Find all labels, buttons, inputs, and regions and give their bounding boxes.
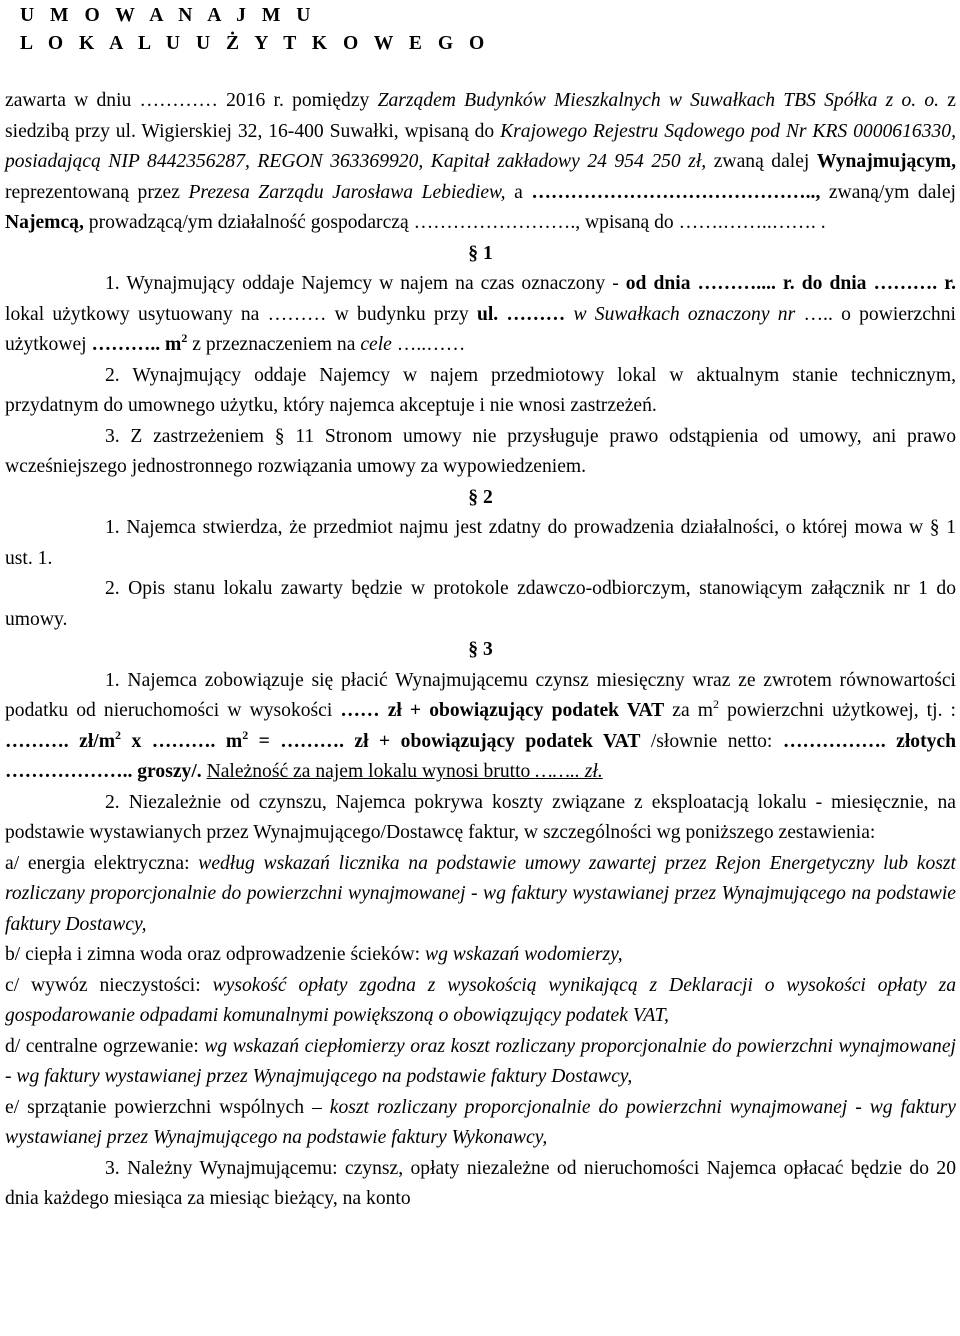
- intro-text: wpisaną do: [585, 212, 679, 233]
- text: z przeznaczeniem na: [187, 334, 361, 355]
- intro-text: zawarta w dniu: [5, 90, 140, 111]
- section-3-paragraph-1: [5, 666, 956, 788]
- superscript: 2: [181, 331, 188, 345]
- section-2-paragraph-1: 1. Najemca stwierdza, że przedmiot najmu jest zdatny do prowadzenia działalności, o której mowa w § 1 ust. 1.: [5, 517, 956, 569]
- superscript: 2: [242, 727, 249, 742]
- section-1-paragraph-2: 2. Wynajmujący oddaje Najemcy w najem przedmiotowy lokal w aktualnym stanie technicznym, przydatnym do umownego użytku, który najemca akceptuje i nie wnosi zastrzeżeń.: [5, 364, 956, 416]
- text: /słownie netto:: [640, 730, 783, 752]
- rent-in-words: ……………. złotych ……………….. groszy/.: [5, 730, 956, 782]
- cost-text: według wskazań licznika na podstawie umowy zawartej przez Rejon Energetyczny lub koszt rozliczany proporcjonalnie do powierzchni wynajmowanej - wg faktury wystawianej przez Wynajmującego na podstawie faktury Dostawcy,: [5, 852, 956, 935]
- text: ….. o powierzchni użytkowej: [5, 303, 956, 355]
- text: za m: [664, 700, 714, 721]
- landlord-label: Wynajmującym,: [816, 151, 957, 172]
- cost-item-d: [5, 1032, 956, 1093]
- intro-text: a: [505, 181, 532, 203]
- rate-per-m2: ………. zł/m: [5, 730, 116, 752]
- area-blank: ……….. m: [91, 334, 182, 355]
- cost-item-a: [5, 849, 956, 941]
- intro-text: z siedzibą przy ul. Wigierskiej 32, 16-400 Suwałki, wpisaną do: [5, 90, 956, 142]
- floor-blank: ………: [267, 303, 327, 325]
- intro-paragraph: [5, 86, 956, 239]
- superscript: 2: [115, 727, 122, 742]
- section-3-paragraph-2: 2. Niezależnie od czynszu, Najemca pokrywa koszty związane z eksploatacją lokalu - miesięcznie, na podstawie wystawianych przez Wynajmującego/Dostawcę faktur, w szczególności wg poniższego zestawienia:: [5, 791, 956, 843]
- section-3-paragraph-3: 3. Należny Wynajmującemu: czynsz, opłaty niezależne od nieruchomości Najemca opłacać będzie do 20 dnia każdego miesiąca za miesiąc bieżący, na konto: [5, 1157, 956, 1209]
- text: lokal użytkowy usytuowany na: [5, 303, 268, 325]
- intro-text: zwaną/ym dalej: [820, 181, 956, 203]
- intro-text: zwaną dalej: [706, 151, 817, 172]
- section-2-heading: § 2: [468, 486, 493, 508]
- tenant-label: Najemcą,: [5, 212, 84, 233]
- cost-item-b: [5, 940, 956, 971]
- cost-text: wysokość opłaty zgodna z wysokością wynikającą z Deklaracji o wysokości opłaty za gospodarowanie odpadami komunalnymi powiększoną o obowiązujący podatek VAT,: [5, 974, 956, 1026]
- lease-period: od dnia ……….... r. do dnia ………. r.: [625, 273, 956, 294]
- section-3-heading: § 3: [468, 639, 493, 660]
- cost-label: a/ energia elektryczna:: [5, 852, 199, 874]
- registry-blank: …….……..……. .: [678, 212, 826, 233]
- cost-label: e/ sprzątanie powierzchni wspólnych –: [5, 1096, 330, 1118]
- rent-rate: …… zł + obowiązujący podatek VAT: [340, 700, 665, 721]
- cost-text: wg wskazań ciepłomierzy oraz koszt rozliczany proporcjonalnie do powierzchni wynajmowanej - wg faktury wystawianej przez Wynajmującego na podstawie faktury Dostawcy,: [5, 1035, 956, 1087]
- cost-label: b/ ciepła i zimna woda oraz odprowadzenie ścieków:: [5, 944, 426, 965]
- representative: Prezesa Zarządu Jarosława Lebiediew,: [188, 181, 506, 203]
- rent-total: = ………. zł + obowiązujący podatek VAT: [248, 730, 641, 752]
- section-1-paragraph-1: [5, 269, 956, 361]
- landlord-name: Zarządem Budynków Mieszkalnych w Suwałkach TBS Spółka z o. o.: [377, 90, 940, 111]
- text: 1. Wynajmujący oddaje Najemcy w najem na czas oznaczony -: [105, 273, 626, 294]
- tenant-blank: ……………………………………..,: [531, 181, 821, 203]
- text: w budynku przy: [326, 303, 477, 325]
- gross-amount-label: Należność za najem lokalu wynosi brutto: [206, 761, 536, 782]
- intro-text: 2016 r. pomiędzy: [217, 90, 378, 111]
- cost-text: wg wskazań wodomierzy,: [425, 944, 623, 965]
- gross-amount: …….. zł.: [535, 761, 603, 782]
- text: powierzchni użytkowej, tj. :: [719, 700, 957, 721]
- area: x ………. m: [121, 730, 243, 752]
- spacer: [5, 58, 956, 86]
- text: cele: [360, 334, 392, 355]
- intro-text: prowadzącą/ym działalność gospodarczą: [83, 212, 414, 233]
- section-1-paragraph-3: 3. Z zastrzeżeniem § 11 Stronom umowy nie przysługuje prawo odstąpienia od umowy, ani prawo wcześniejszego jednostronnego rozwiązania umowy za wypowiedzeniem.: [5, 425, 956, 477]
- purpose-blank: …..……: [391, 334, 466, 355]
- business-blank: …………………….,: [413, 212, 586, 233]
- cost-label: c/ wywóz nieczystości:: [5, 974, 213, 996]
- document-title-line2: L O K A L U U Ż Y T K O W E G O: [20, 33, 490, 54]
- date-blank: …………: [139, 90, 218, 111]
- document-title-line1: U M O W A N A J M U: [20, 5, 316, 26]
- text: w Suwałkach oznaczony nr: [573, 303, 796, 325]
- section-2-paragraph-2: 2. Opis stanu lokalu zawarty będzie w protokole zdawczo-odbiorczym, stanowiącym załącznik nr 1 do umowy.: [5, 578, 956, 630]
- superscript: 2: [713, 697, 720, 711]
- text: 1. Najemca zobowiązuje się płacić Wynajmującemu czynsz miesięczny wraz ze zwrotem równowartości podatku od nieruchomości w wysokości: [5, 669, 956, 721]
- landlord-registry: Krajowego Rejestru Sądowego pod Nr KRS 0000616330, posiadającą NIP 8442356287, REGON 363369920, Kapitał zakładowy 24 954 250 zł,: [5, 120, 956, 172]
- cost-text: koszt rozliczany proporcjonalnie do powierzchni wynajmowanej - wg faktury wystawianej przez Wynajmującego na podstawie faktury Wykonawcy,: [5, 1096, 956, 1148]
- cost-label: d/ centralne ogrzewanie:: [5, 1035, 205, 1057]
- section-1-heading: § 1: [468, 242, 493, 264]
- cost-item-e: [5, 1093, 956, 1154]
- cost-item-c: [5, 971, 956, 1032]
- street-blank: ul. ………: [476, 303, 574, 325]
- intro-text: reprezentowaną przez: [5, 181, 189, 203]
